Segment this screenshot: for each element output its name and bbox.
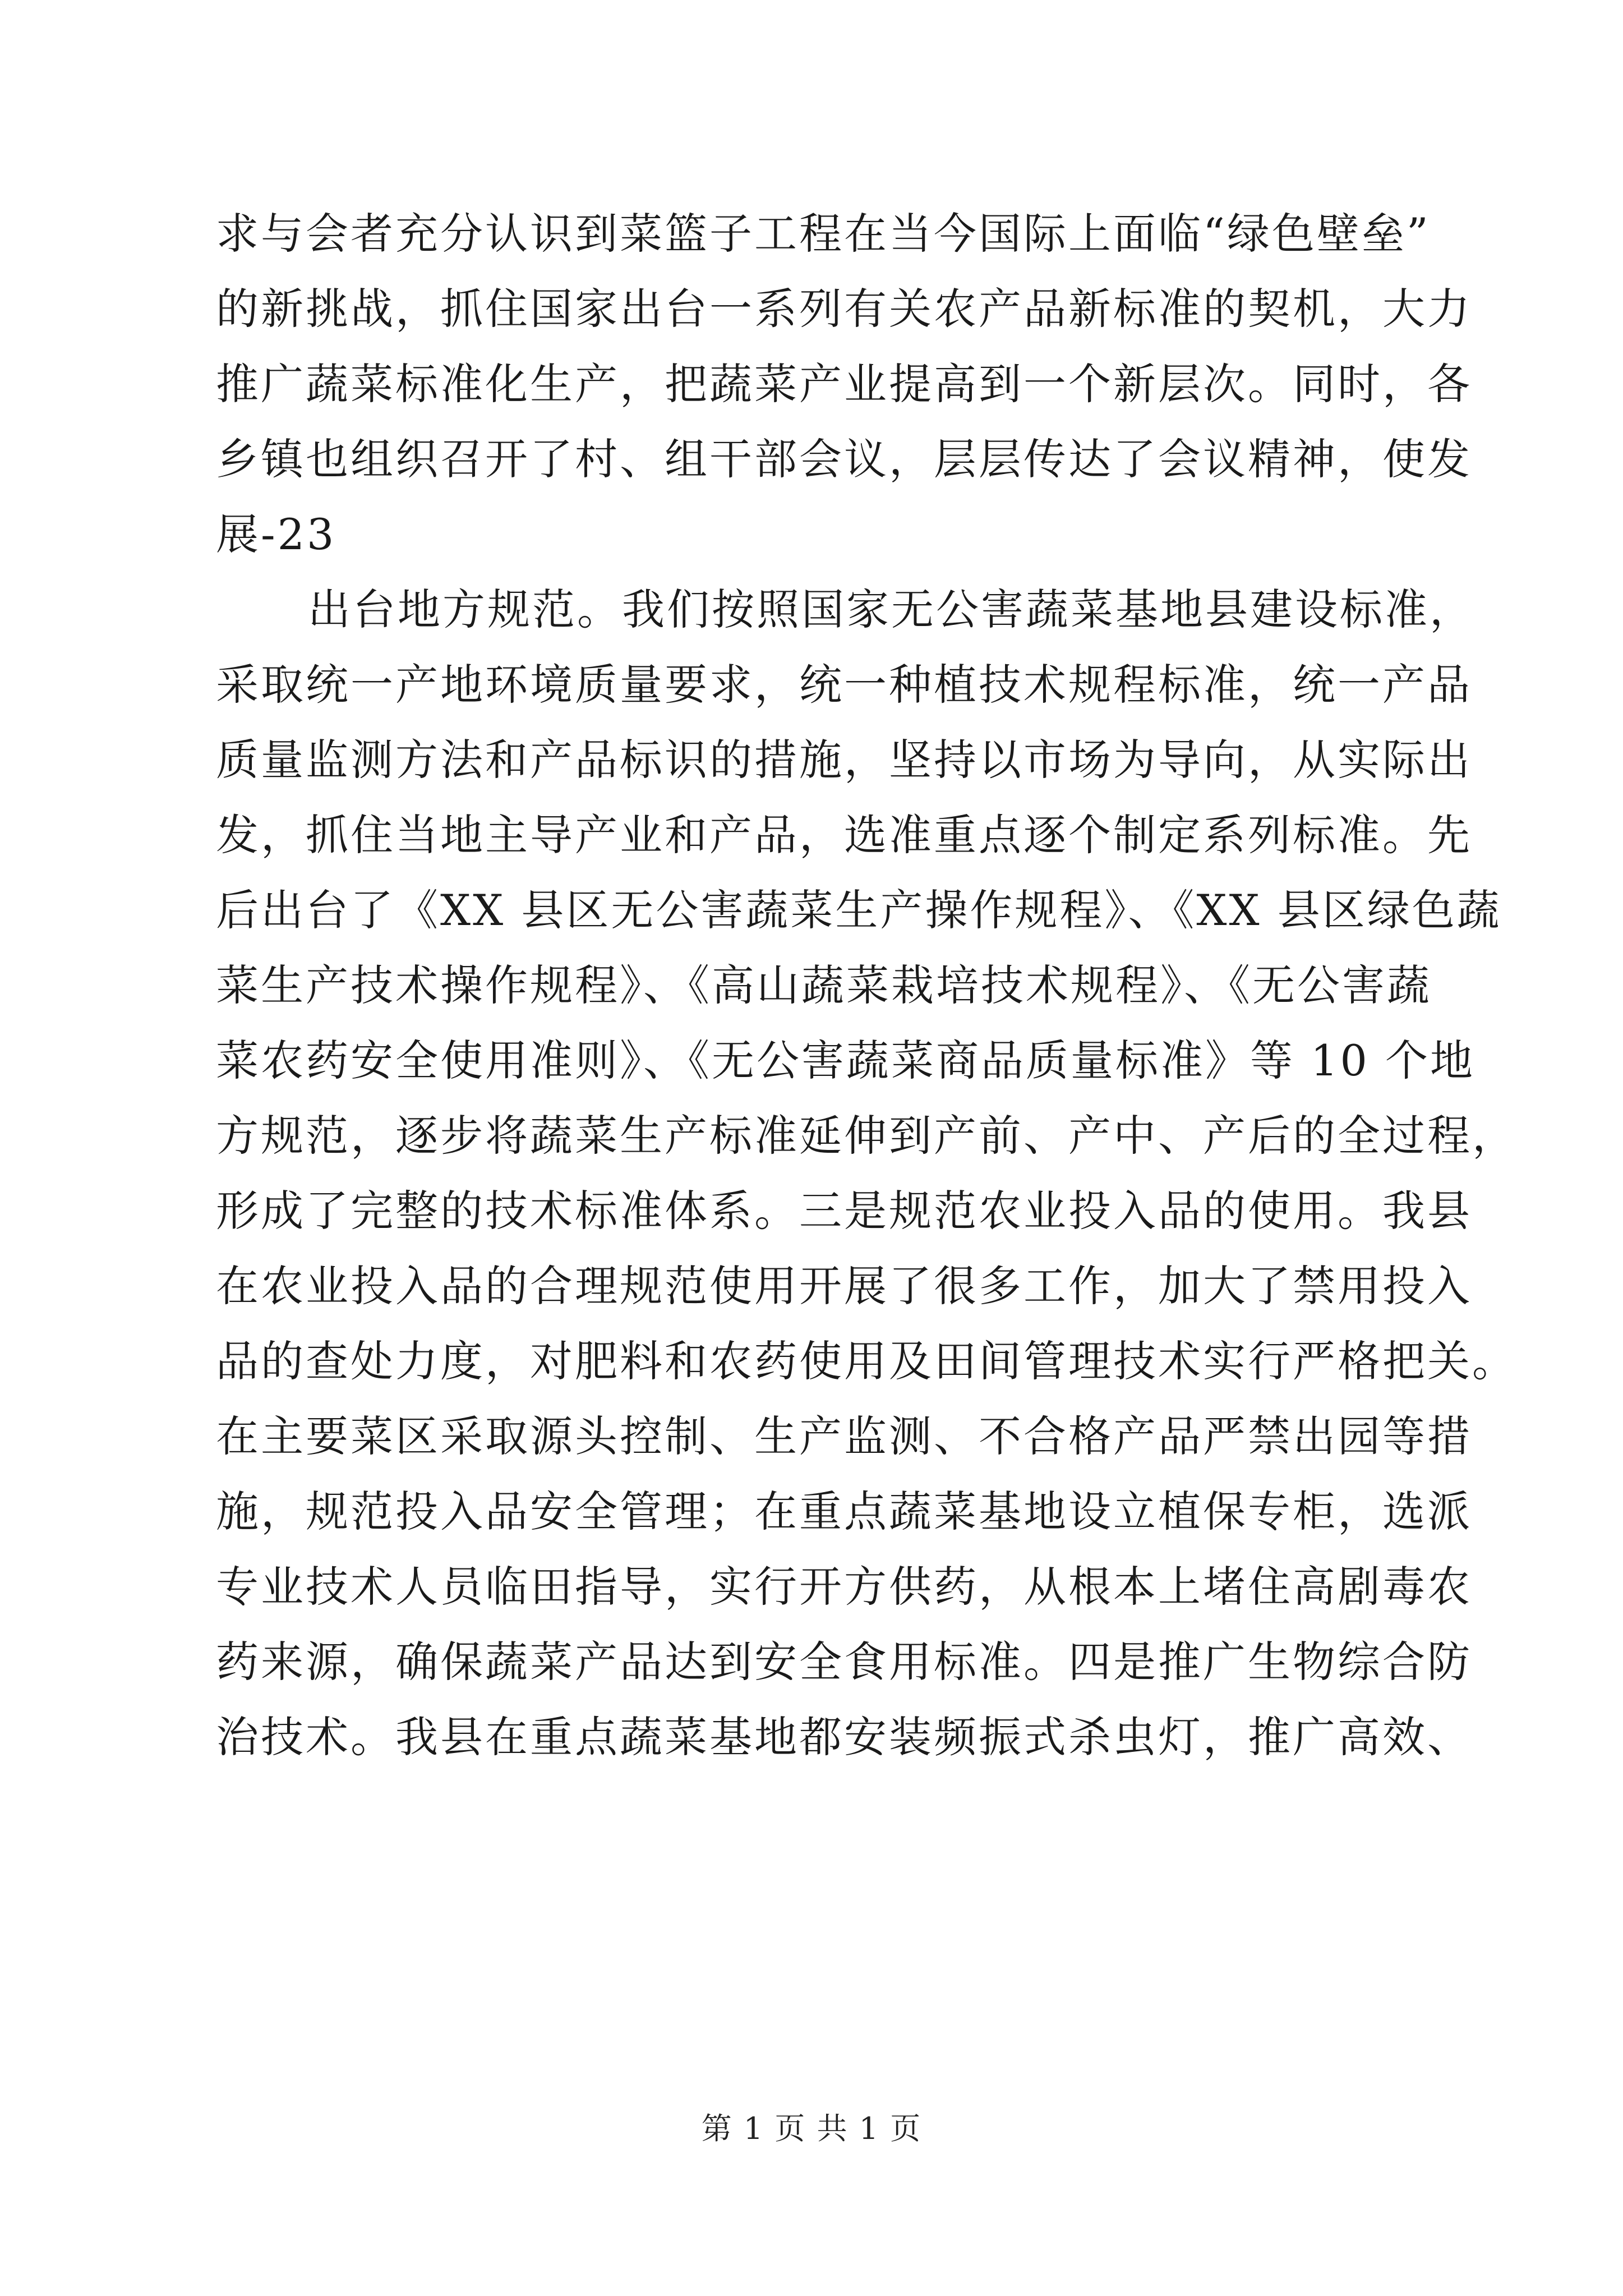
text-line: 的新挑战，抓住国家出台一系列有关农产品新标准的契机，大力 bbox=[216, 284, 1472, 334]
page-footer bbox=[0, 2109, 1623, 2148]
text-line: 质量监测方法和产品标识的措施，坚持以市场为导向，从实际出 bbox=[216, 735, 1472, 785]
text-line: 在主要菜区采取源头控制、生产监测、不合格产品严禁出园等措 bbox=[216, 1411, 1472, 1461]
document-body bbox=[216, 196, 1517, 1775]
text-line: 菜农药安全使用准则》、《无公害蔬菜商品质量标准》等 10 个地 bbox=[216, 1036, 1476, 1085]
text-line: 治技术。我县在重点蔬菜基地都安装频振式杀虫灯，推广高效、 bbox=[216, 1712, 1472, 1762]
paragraph-start-line: 出台地方规范。我们按照国家无公害蔬菜基地县建设标准， bbox=[308, 585, 1474, 634]
text-line: 发，抓住当地主导产业和产品，选准重点逐个制定系列标准。先 bbox=[216, 810, 1472, 860]
text-line: 施，规范投入品安全管理；在重点蔬菜基地设立植保专柜，选派 bbox=[216, 1487, 1472, 1536]
text-line: 品的查处力度，对肥料和农药使用及田间管理技术实行严格把关。 bbox=[216, 1336, 1517, 1386]
text-line: 求与会者充分认识到菜篮子工程在当今国际上面临“绿色壁垒” bbox=[216, 209, 1431, 259]
text-line: 展-23 bbox=[216, 509, 336, 559]
page-number: 第 1 页 共 1 页 bbox=[701, 2111, 922, 2146]
text-line: 采取统一产地环境质量要求，统一种植技术规程标准，统一产品 bbox=[216, 660, 1472, 710]
text-line: 推广蔬菜标准化生产，把蔬菜产业提高到一个新层次。同时，各 bbox=[216, 359, 1472, 409]
text-line: 药来源，确保蔬菜产品达到安全食用标准。四是推广生物综合防 bbox=[216, 1637, 1472, 1687]
text-line: 方规范，逐步将蔬菜生产标准延伸到产前、产中、产后的全过程， bbox=[216, 1111, 1517, 1161]
text-line: 菜生产技术操作规程》、《高山蔬菜栽培技术规程》、《无公害蔬 bbox=[216, 960, 1432, 1010]
text-line: 后出台了《XX 县区无公害蔬菜生产操作规程》、《XX 县区绿色蔬 bbox=[216, 885, 1502, 935]
text-line: 乡镇也组织召开了村、组干部会议，层层传达了会议精神，使发 bbox=[216, 434, 1472, 484]
text-line: 专业技术人员临田指导，实行开方供药，从根本上堵住高剧毒农 bbox=[216, 1562, 1472, 1612]
text-line: 形成了完整的技术标准体系。三是规范农业投入品的使用。我县 bbox=[216, 1186, 1472, 1236]
text-line: 在农业投入品的合理规范使用开展了很多工作，加大了禁用投入 bbox=[216, 1261, 1472, 1311]
